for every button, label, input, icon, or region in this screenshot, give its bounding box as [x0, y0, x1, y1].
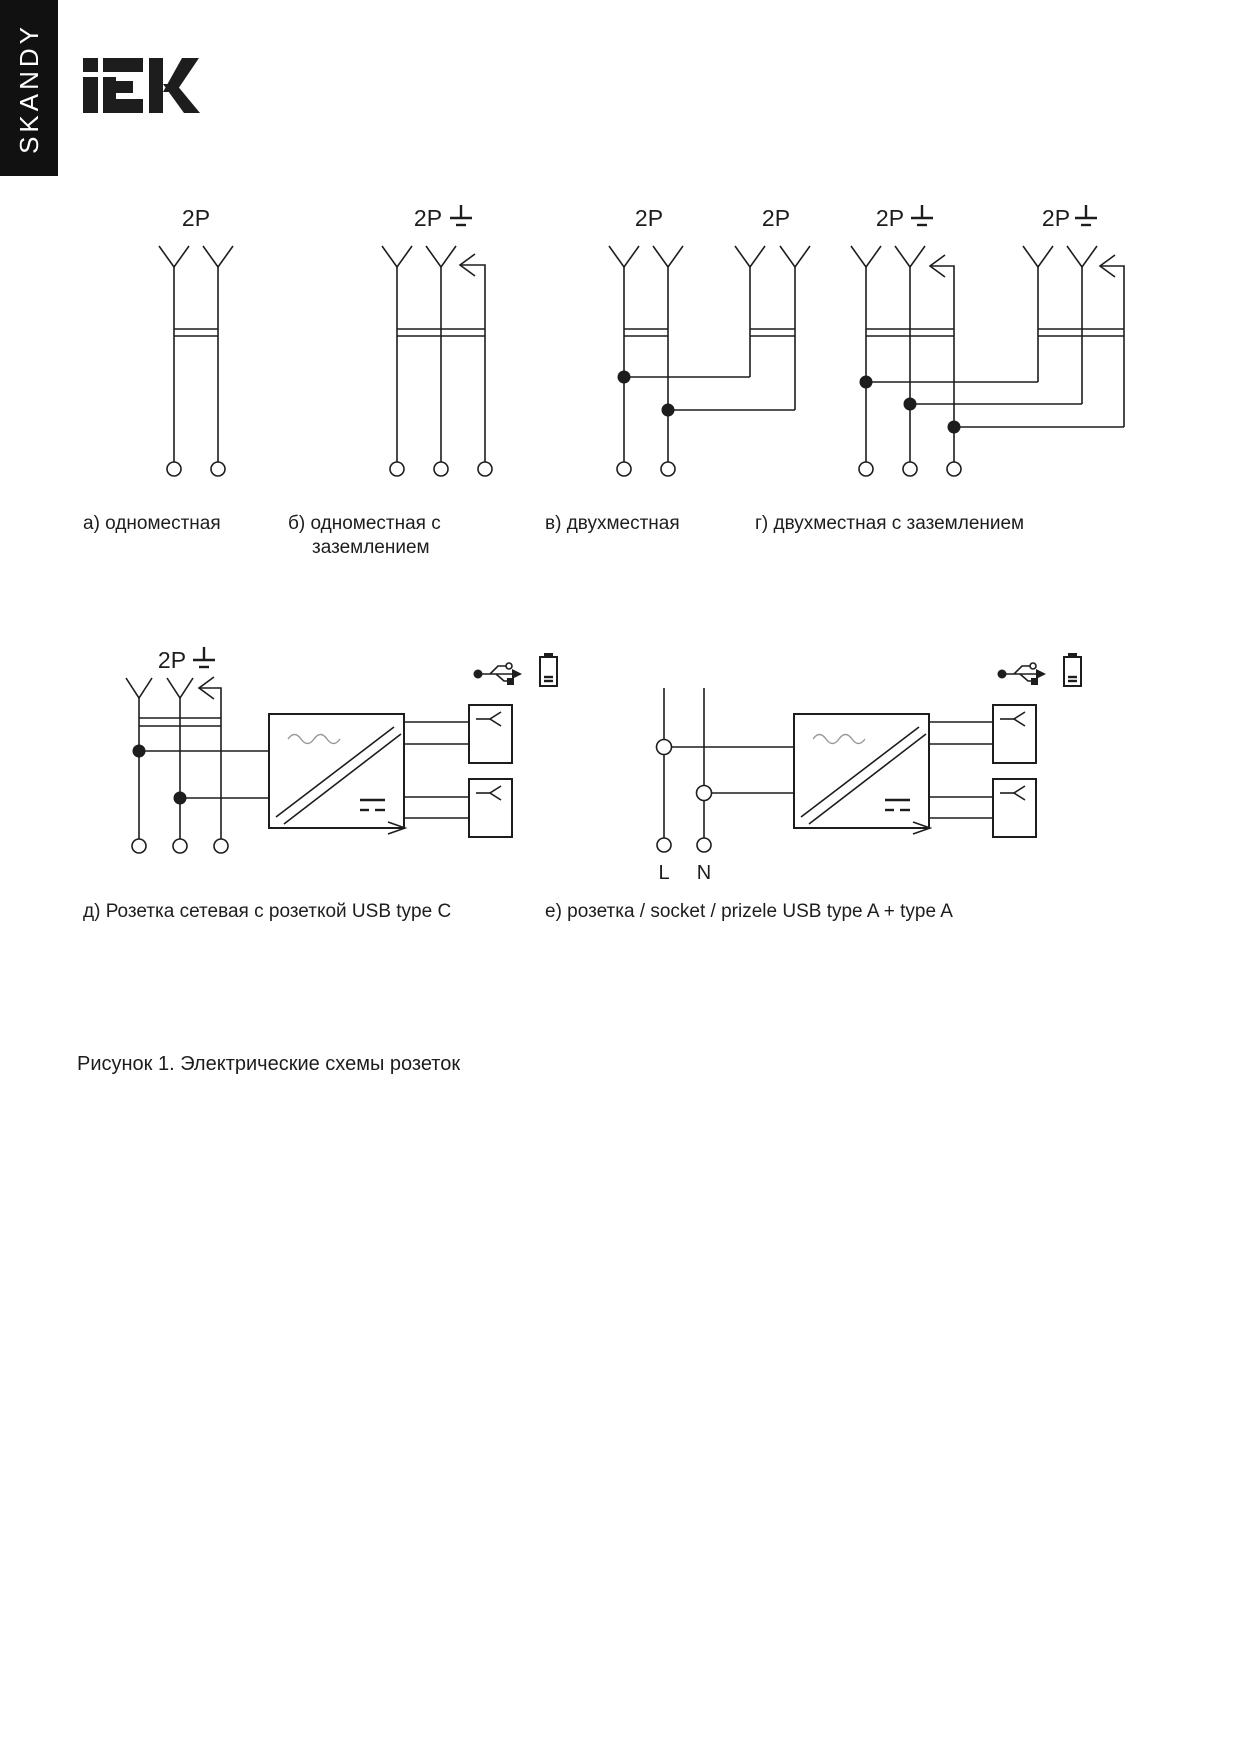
pole-label: 2P — [875, 205, 905, 231]
ground-icon — [1075, 205, 1097, 225]
socket-contact-fork-icon — [780, 246, 810, 267]
terminal-circle — [214, 839, 228, 853]
junction-dot — [618, 371, 631, 384]
socket-contact-fork-icon — [609, 246, 639, 267]
diagram-g-double-socket-earthed — [851, 205, 1124, 476]
terminal-circle — [661, 462, 675, 476]
pole-label: 2P — [634, 205, 664, 231]
socket-contact-fork-icon — [1067, 246, 1097, 267]
junction-dot — [904, 398, 917, 411]
caption-e: е) розетка / socket / prizele USB type A + type A — [545, 901, 953, 922]
terminal-circle — [434, 462, 448, 476]
usb-port-box — [993, 779, 1036, 837]
ac-dc-converter — [269, 714, 405, 834]
terminal-circle — [859, 462, 873, 476]
socket-contact-fork-icon — [126, 678, 152, 698]
series-banner-label: SKANDY — [13, 22, 44, 154]
caption-b — [288, 512, 441, 560]
diagram-d-socket-usb-type-c — [126, 647, 557, 853]
socket-contact-fork-icon — [167, 678, 193, 698]
terminal-circle — [617, 462, 631, 476]
usb-trident-icon — [998, 663, 1047, 685]
terminal-circle — [132, 839, 146, 853]
socket-contact-fork-icon — [1023, 246, 1053, 267]
junction-dot — [133, 745, 146, 758]
diagram-b-single-socket-earthed — [382, 205, 492, 476]
terminal-circle — [167, 462, 181, 476]
junction-node-circle — [697, 786, 712, 801]
terminal-circle — [903, 462, 917, 476]
ac-dc-converter — [794, 714, 930, 834]
pole-label: 2P — [157, 647, 187, 673]
socket-contact-fork-icon — [653, 246, 683, 267]
junction-dot — [948, 421, 961, 434]
caption-g: г) двухместная с заземлением — [755, 513, 1025, 534]
socket-contact-fork-icon — [426, 246, 456, 267]
socket-contact-fork-icon — [895, 246, 925, 267]
pole-label: 2P — [181, 205, 211, 231]
caption-b-line2: заземлением — [312, 537, 430, 558]
battery-icon — [540, 653, 557, 686]
junction-dot — [662, 404, 675, 417]
junction-dot — [860, 376, 873, 389]
pole-label: 2P — [1041, 205, 1071, 231]
caption-d: д) Розетка сетевая с розеткой USB type C — [83, 901, 452, 922]
socket-contact-fork-icon — [382, 246, 412, 267]
usb-port-box — [993, 705, 1036, 763]
terminal-circle — [657, 838, 671, 852]
pole-label: 2P — [413, 205, 443, 231]
socket-contact-fork-icon — [735, 246, 765, 267]
figure-caption: Рисунок 1. Электрические схемы розеток — [77, 1053, 461, 1075]
battery-icon — [1064, 653, 1081, 686]
caption-v: в) двухместная — [545, 513, 680, 534]
junction-node-circle — [657, 740, 672, 755]
socket-contact-fork-icon — [159, 246, 189, 267]
diagram-e-socket-usb-type-a — [657, 653, 1082, 884]
terminal-circle — [173, 839, 187, 853]
terminal-circle — [947, 462, 961, 476]
terminal-circle — [478, 462, 492, 476]
terminal-circle — [697, 838, 711, 852]
pole-label: 2P — [761, 205, 791, 231]
socket-contact-fork-icon — [203, 246, 233, 267]
usb-port-box — [469, 705, 512, 763]
usb-trident-icon — [474, 663, 523, 685]
iek-logo — [83, 58, 200, 113]
terminal-circle — [390, 462, 404, 476]
caption-a: а) одноместная — [83, 513, 221, 534]
ground-icon — [911, 205, 933, 225]
diagram-v-double-socket — [609, 205, 810, 476]
caption-b-line1: б) одноместная с — [288, 513, 441, 534]
socket-contact-fork-icon — [851, 246, 881, 267]
diagram-a-single-socket — [159, 205, 233, 476]
usb-port-box — [469, 779, 512, 837]
ground-icon — [450, 205, 472, 225]
terminal-circle — [211, 462, 225, 476]
neutral-label: N — [696, 862, 712, 884]
ground-icon — [193, 647, 215, 667]
junction-dot — [174, 792, 187, 805]
line-label: L — [658, 862, 670, 884]
